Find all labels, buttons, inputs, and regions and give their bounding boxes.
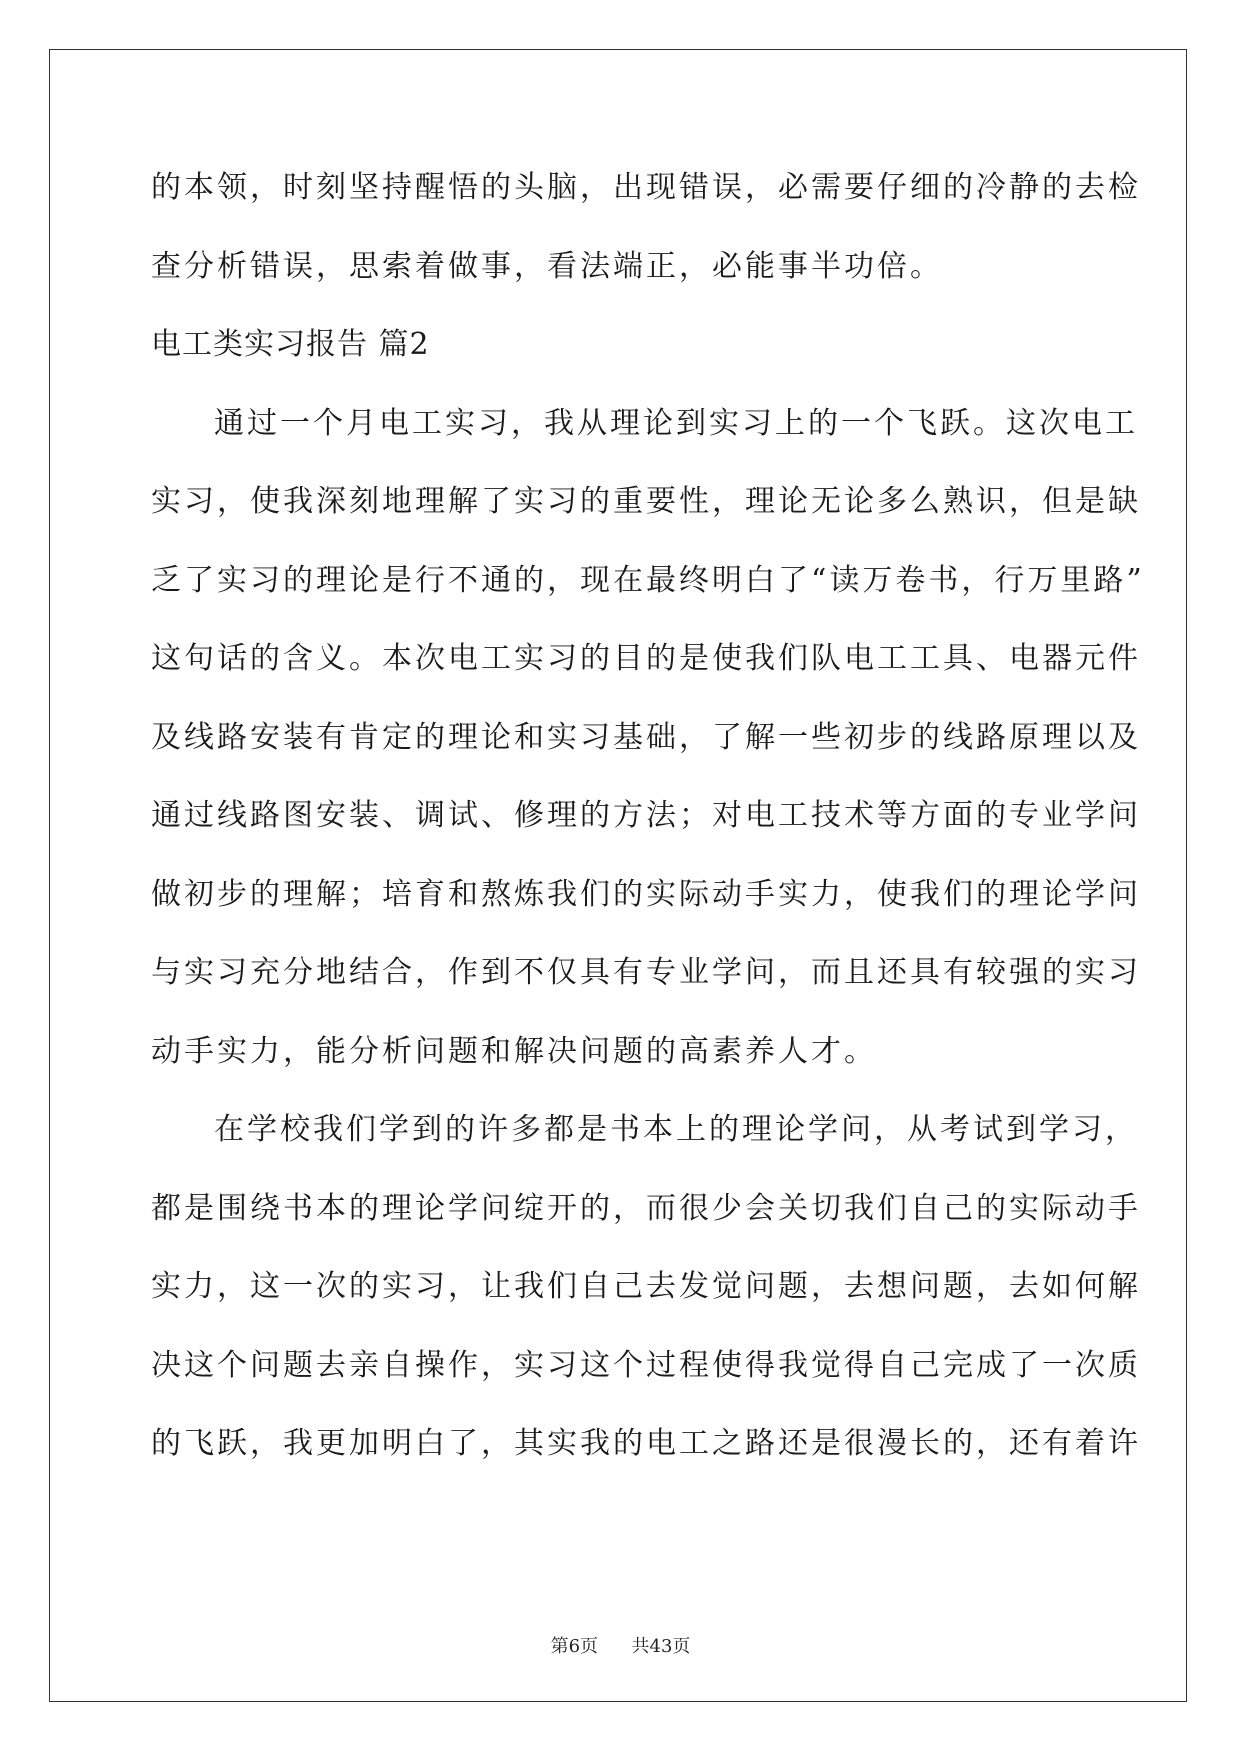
text-line: 通过线路图安装、调试、修理的方法；对电工技术等方面的专业学问 [151,798,1141,833]
page-total: 共43页 [631,1636,691,1657]
text-line: 实习，使我深刻地理解了实习的重要性，理论无论多么熟识，但是缺 [151,484,1141,519]
paragraph-first-line: 在学校我们学到的许多都是书本上的理论学问，从考试到学习， [214,1112,1138,1147]
page-number: 第6页 [550,1636,599,1657]
text-line: 的本领，时刻坚持醒悟的头脑，出现错误，必需要仔细的冷静的去检 [151,170,1141,205]
text-line: 实力，这一次的实习，让我们自己去发觉问题，去想问题，去如何解 [151,1269,1141,1304]
section-heading: 电工类实习报告 篇2 [151,327,430,362]
text-line: 查分析错误，思索着做事，看法端正，必能事半功倍。 [151,248,943,284]
text-line: 动手实力，能分析问题和解决问题的高素养人才。 [151,1033,877,1069]
text-line: 及线路安装有肯定的理论和实习基础，了解一些初步的线路原理以及 [151,719,1141,755]
text-line: 决这个问题去亲自操作，实习这个过程使得我觉得自己完成了一次质 [151,1347,1141,1383]
page-footer [0,1632,1241,1658]
text-line: 与实习充分地结合，作到不仅具有专业学问，而且还具有较强的实习 [151,955,1141,990]
text-line: 乏了实习的理论是行不通的，现在最终明白了“读万卷书，行万里路” [151,562,1145,598]
text-line: 做初步的理解；培育和熬炼我们的实际动手实力，使我们的理论学问 [151,876,1141,912]
text-line: 都是围绕书本的理论学问绽开的，而很少会关切我们自己的实际动手 [151,1190,1141,1226]
text-line: 这句话的含义。本次电工实习的目的是使我们队电工工具、电器元件 [151,641,1141,676]
text-line: 的飞跃，我更加明白了，其实我的电工之路还是很漫长的，还有着许 [151,1426,1141,1461]
document-body [151,160,1145,1495]
paragraph-first-line: 通过一个月电工实习，我从理论到实习上的一个飞跃。这次电工 [214,405,1138,441]
